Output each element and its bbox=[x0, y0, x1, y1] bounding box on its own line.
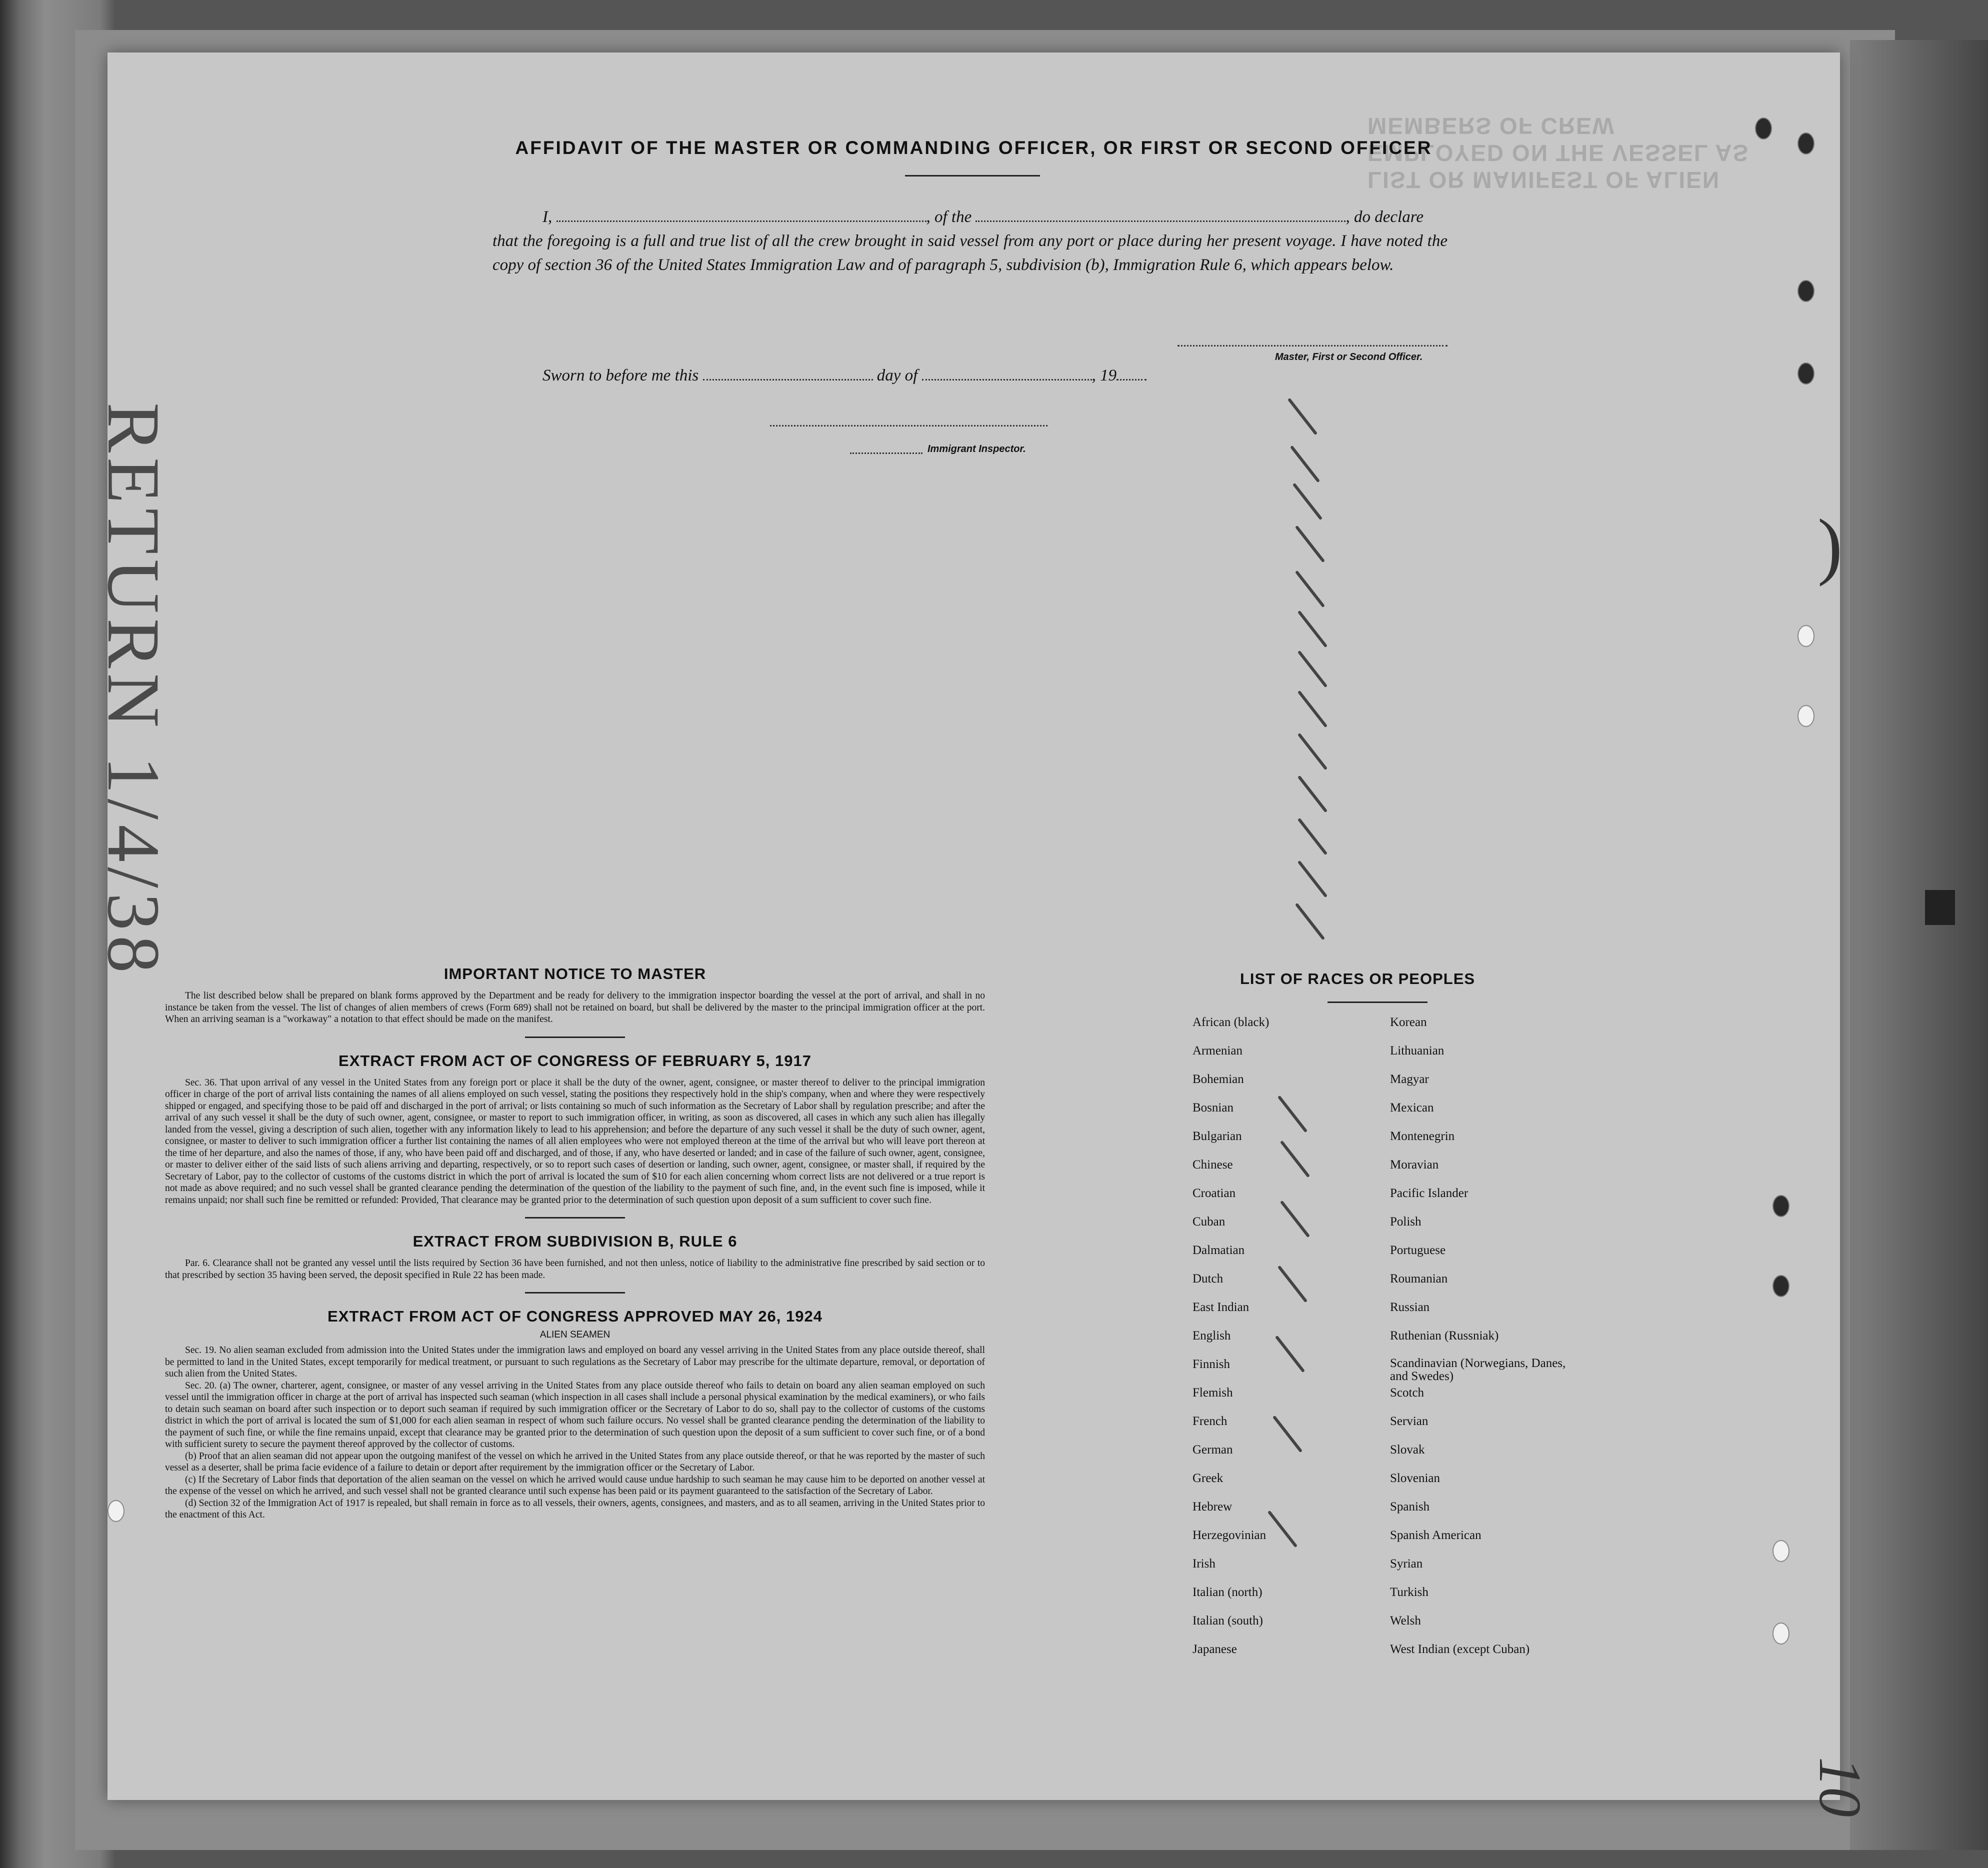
affidavit-title: AFFIDAVIT OF THE MASTER OR COMMANDING OFFICER, OR FIRST OR SECOND OFFICER bbox=[515, 138, 1432, 158]
race-item: Bohemian bbox=[1192, 1072, 1244, 1086]
extract-1924-sec20a: Sec. 20. (a) The owner, charterer, agent, consignee, or master of any vessel arriving in the United States from any place outside thereof who fails to detain on board any alien seaman employed on such vessel until the immigration officer in charge at the port of arrival has inspected such seaman (which inspection in all cases shall include a personal physical examination by the medical examiners), or who fails to detain such seaman on board after such inspection or to deport such seaman if required by such immigration officer or the Secretary of Labor to do so, shall pay to the collector of customs of the customs district in which the port of arrival is located the sum of $1,000 for each alien seaman in respect of whom such failure occurs. No vessel shall be granted clearance pending the determination of the liability to the payment of such fine, or while the fine remains unpaid, except that clearance may be granted prior to the determination of such question upon the deposit of a sum sufficient to cover such fine, or of a bond with sufficient surety to secure the payment thereof approved by the collector of customs. bbox=[165, 1380, 985, 1450]
race-item: Slovenian bbox=[1390, 1472, 1440, 1485]
extract-1924-subtitle: ALIEN SEAMEN bbox=[540, 1330, 610, 1340]
pencil-mark bbox=[1295, 526, 1325, 563]
race-item: Chinese bbox=[1192, 1158, 1233, 1172]
races-right-column bbox=[1390, 1015, 1570, 1670]
right-sheet-edge bbox=[1850, 40, 1988, 1850]
race-item: Greek bbox=[1192, 1472, 1224, 1485]
punch-hole-icon bbox=[1798, 705, 1814, 727]
pencil-mark bbox=[1278, 1266, 1308, 1303]
race-item: Dutch bbox=[1192, 1272, 1224, 1286]
race-item: East Indian bbox=[1192, 1300, 1250, 1314]
punch-hole-icon bbox=[1798, 625, 1814, 647]
races-left-column bbox=[1192, 1015, 1269, 1670]
race-item: Slovak bbox=[1390, 1443, 1425, 1456]
affidavit-of-the: , of the bbox=[926, 208, 972, 226]
pencil-mark bbox=[1298, 690, 1328, 728]
day-field[interactable] bbox=[703, 365, 873, 380]
race-item: Scotch bbox=[1390, 1386, 1424, 1400]
punch-hole-icon bbox=[1772, 1195, 1790, 1217]
pencil-mark bbox=[1298, 776, 1328, 813]
race-item: Portuguese bbox=[1390, 1244, 1446, 1257]
master-signature-line[interactable] bbox=[1178, 345, 1448, 346]
pencil-mark bbox=[1288, 398, 1318, 436]
affidavit-do-declare: , do declare bbox=[1346, 208, 1424, 226]
master-caption: Master, First or Second Officer. bbox=[1275, 352, 1423, 362]
pencil-mark bbox=[1295, 903, 1325, 940]
race-item: Scandinavian (Norwegians, Danes, and Swedes) bbox=[1390, 1356, 1566, 1383]
pencil-mark bbox=[1272, 1416, 1302, 1453]
punch-hole-icon bbox=[1755, 118, 1772, 140]
title-rule bbox=[905, 175, 1040, 176]
race-item: Roumanian bbox=[1390, 1272, 1448, 1286]
race-item: Korean bbox=[1390, 1016, 1427, 1029]
pencil-mark bbox=[1298, 650, 1328, 688]
notice-column bbox=[165, 965, 985, 1521]
vessel-field[interactable] bbox=[976, 206, 1346, 222]
race-item: Hebrew bbox=[1192, 1500, 1232, 1514]
pencil-mark bbox=[1290, 446, 1320, 483]
race-item: Cuban bbox=[1192, 1215, 1226, 1228]
extract-1917-title: EXTRACT FROM ACT OF CONGRESS OF FEBRUARY 5, 1917 bbox=[338, 1052, 812, 1070]
punch-hole-icon bbox=[1772, 1622, 1790, 1644]
race-item: French bbox=[1192, 1414, 1228, 1428]
pencil-mark bbox=[1298, 733, 1328, 770]
race-item: Pacific Islander bbox=[1390, 1186, 1468, 1200]
race-item: English bbox=[1192, 1329, 1231, 1342]
divider bbox=[525, 1292, 625, 1294]
divider bbox=[525, 1217, 625, 1218]
race-item: Italian (south) bbox=[1192, 1614, 1263, 1628]
pencil-mark bbox=[1298, 610, 1328, 648]
sworn-prefix: Sworn to before me this bbox=[542, 366, 699, 384]
pencil-mark bbox=[1278, 1096, 1308, 1133]
pencil-mark bbox=[1268, 1510, 1298, 1548]
pencil-mark bbox=[1298, 818, 1328, 856]
race-item: Armenian bbox=[1192, 1044, 1242, 1058]
handwritten-page-number: 10 bbox=[1807, 1757, 1874, 1817]
race-item: Finnish bbox=[1192, 1358, 1230, 1371]
race-item: Bulgarian bbox=[1192, 1130, 1242, 1143]
extract-rule6-text: Par. 6. Clearance shall not be granted any vessel until the lists required by Section 36 have been furnished, and not then unless, notice of liability to the administrative fine prescribed by said section or to that prescribed by section 35 having been served, the deposit specified in Rule 22 has been made. bbox=[165, 1258, 985, 1280]
extract-1924-title: EXTRACT FROM ACT OF CONGRESS APPROVED MAY 26, 1924 bbox=[328, 1308, 822, 1325]
sworn-day-of: day of bbox=[876, 366, 918, 384]
extract-1924-sec20d: (d) Section 32 of the Immigration Act of 1917 is repealed, but shall remain in force as to all vessels, their owners, agents, consignees, and masters, and as to all seamen, arriving in the United States prior to the enactment of this Act. bbox=[165, 1498, 985, 1520]
affidavit-body bbox=[492, 205, 1448, 277]
race-item: Irish bbox=[1192, 1557, 1216, 1570]
pencil-mark bbox=[1275, 1336, 1305, 1373]
race-item: Italian (north) bbox=[1192, 1586, 1262, 1599]
extract-rule6-title: EXTRACT FROM SUBDIVISION B, RULE 6 bbox=[412, 1232, 738, 1250]
pencil-mark bbox=[1280, 1140, 1310, 1178]
binder-tab bbox=[1925, 890, 1955, 925]
extract-1924-sec20c: (c) If the Secretary of Labor finds that deportation of the alien seaman on the vessel on which he arrived would cause undue hardship to such seaman he may cause him to be deported on another vessel at the expense of the vessel on which he arrived, and such vessel shall not be granted clearance until such expense has been paid or its payment guaranteed to the satisfaction of the Secretary of Labor. bbox=[165, 1474, 985, 1496]
pencil-mark bbox=[1295, 570, 1325, 608]
race-item: West Indian (except Cuban) bbox=[1390, 1642, 1530, 1656]
race-item: Moravian bbox=[1390, 1158, 1439, 1172]
race-item: Turkish bbox=[1390, 1586, 1428, 1599]
punch-hole-icon bbox=[108, 1500, 124, 1522]
race-item: Lithuanian bbox=[1390, 1044, 1444, 1058]
race-item: Dalmatian bbox=[1192, 1244, 1245, 1257]
sworn-year-prefix: , 19 bbox=[1092, 366, 1117, 384]
month-field[interactable] bbox=[922, 365, 1092, 380]
races-rule bbox=[1328, 1002, 1428, 1003]
race-item: Spanish American bbox=[1390, 1528, 1482, 1542]
affidavit-i-label: I, bbox=[542, 208, 552, 226]
extract-1924-sec20b: (b) Proof that an alien seaman did not appear upon the outgoing manifest of the vessel on which he arrived in the United States from any place outside thereof, or that he was reported by the master of such vessel as a deserter, shall be prima facie evidence of a failure to detain or deport after requirement by the immigration officer or the Secretary of Labor. bbox=[165, 1450, 985, 1473]
race-item: Montenegrin bbox=[1390, 1130, 1455, 1143]
races-title: LIST OF RACES OR PEOPLES bbox=[1240, 970, 1476, 988]
year-field[interactable] bbox=[1116, 365, 1146, 380]
race-item: Polish bbox=[1390, 1215, 1422, 1228]
edge-handwriting: RETURN 1/4/38 bbox=[92, 402, 175, 978]
inspector-dotted-line bbox=[850, 452, 922, 454]
punch-hole-icon bbox=[1798, 280, 1814, 302]
race-item: Welsh bbox=[1390, 1614, 1421, 1628]
race-item: German bbox=[1192, 1443, 1233, 1456]
race-item: Spanish bbox=[1390, 1500, 1430, 1514]
divider bbox=[525, 1036, 625, 1038]
pencil-mark bbox=[1280, 1200, 1310, 1238]
bleed-through-header: LIST OR MANIFEST OF ALIEN EMPLOYED ON THE VESSEL AS MEMBERS OF CREW bbox=[1368, 113, 1750, 193]
pencil-mark bbox=[1298, 860, 1328, 898]
manifest-page bbox=[92, 52, 1874, 1817]
extract-1924-sec19: Sec. 19. No alien seaman excluded from admission into the United States under the immigration laws and employed on board any vessel arriving in the United States from any place outside thereof, shall be permitted to land in the United States, except temporarily for medical treatment, or pursuant to such regulations as the Secretary of Labor may prescribe for the ultimate departure, removal, or deportation of such alien from the United States. bbox=[165, 1345, 985, 1379]
pencil-bracket-mark: ) bbox=[1818, 504, 1842, 587]
inspector-caption: Immigrant Inspector. bbox=[928, 444, 1026, 454]
punch-hole-icon bbox=[1772, 1275, 1790, 1297]
affidavit-statement: that the foregoing is a full and true list of all the crew brought in said vessel from any port or place during her present voyage. I have noted the copy of section 36 of the United States Immigration Law and of paragraph 5, subdivision (b), Immigration Rule 6, which appears below. bbox=[492, 232, 1448, 274]
race-item: Croatian bbox=[1192, 1186, 1236, 1200]
punch-hole-icon bbox=[1772, 1540, 1790, 1562]
notice-text: The list described below shall be prepared on blank forms approved by the Department and be ready for delivery to the immigration inspector boarding the vessel at the port of arrival, and shall in no instance be taken from the vessel. The list of changes of alien members of crews (Form 689) shall not be retained on board, but shall be delivered by the master to the principal immigration officer at the port. When an arriving seaman is a "workaway" a notation to that effect should be made on the manifest. bbox=[165, 990, 985, 1024]
race-item: African (black) bbox=[1192, 1016, 1270, 1029]
race-item: Russian bbox=[1390, 1300, 1430, 1314]
punch-hole-icon bbox=[1798, 362, 1814, 384]
race-item: Servian bbox=[1390, 1414, 1428, 1428]
sworn-line bbox=[542, 365, 1146, 385]
race-item: Bosnian bbox=[1192, 1101, 1234, 1114]
extract-1917-text: Sec. 36. That upon arrival of any vessel in the United States from any foreign port or place it shall be the duty of the owner, agent, consignee, or master thereof to deliver to the principal immigration officer in charge of the port of arrival lists containing the names of all aliens employed on such vessel, stating the positions they respectively hold in the ship's company, when and where they were respectively shipped or engaged, and specifying those to be paid off and discharged in the port of arrival; or lists containing so much of such information as the Secretary of Labor shall by regulation prescribe; and after the arrival of any such vessel it shall be the duty of such owner, agent, consignee, or master to report to such immigration officer, in writing, as soon as discovered, all cases in which any such alien has illegally landed from the vessel, giving a description of such alien, together with any information likely to lead to his apprehension; and before the departure of any such vessel it shall be the duty of such owner, agent, consignee, or master to deliver to such immigration officer a further list containing the names of all alien employees who were not employed thereon at the time of the arrival but who will leave port thereon at the time of her departure, and also the names of those, if any, who have been paid off and discharged, and of those, if any, who have deserted or landed; and in case of the failure of such owner, agent, consignee, or master to deliver either of the said lists of such aliens arriving and departing, respectively, or so to report such cases of desertion or landing, such owner, agent, consignee, or master shall, if required by the Secretary of Labor, pay to the collector of customs of the customs district in which the port of arrival is located the sum of $10 for each alien concerning whom correct lists are not delivered or a true report is not made as above required; and no such vessel shall be granted clearance pending the determination of the question of the liability to the payment of such fine, and, in the event such fine is imposed, while it remains unpaid; nor shall such fine be remitted or refunded: Provided, That clearance may be granted prior to the determination of such question upon deposit of a sum sufficient to cover such fine. bbox=[165, 1077, 985, 1206]
race-item: Flemish bbox=[1192, 1386, 1233, 1400]
race-item: Mexican bbox=[1390, 1101, 1434, 1114]
race-item: Herzegovinian bbox=[1192, 1528, 1266, 1542]
name-field[interactable] bbox=[556, 206, 926, 222]
race-item: Magyar bbox=[1390, 1072, 1429, 1086]
race-item: Ruthenian (Russniak) bbox=[1390, 1329, 1499, 1342]
race-item: Syrian bbox=[1390, 1557, 1423, 1570]
inspector-signature-line[interactable] bbox=[770, 425, 1048, 426]
race-item: Japanese bbox=[1192, 1642, 1237, 1656]
pencil-mark bbox=[1292, 483, 1322, 520]
notice-title: IMPORTANT NOTICE TO MASTER bbox=[444, 965, 706, 982]
